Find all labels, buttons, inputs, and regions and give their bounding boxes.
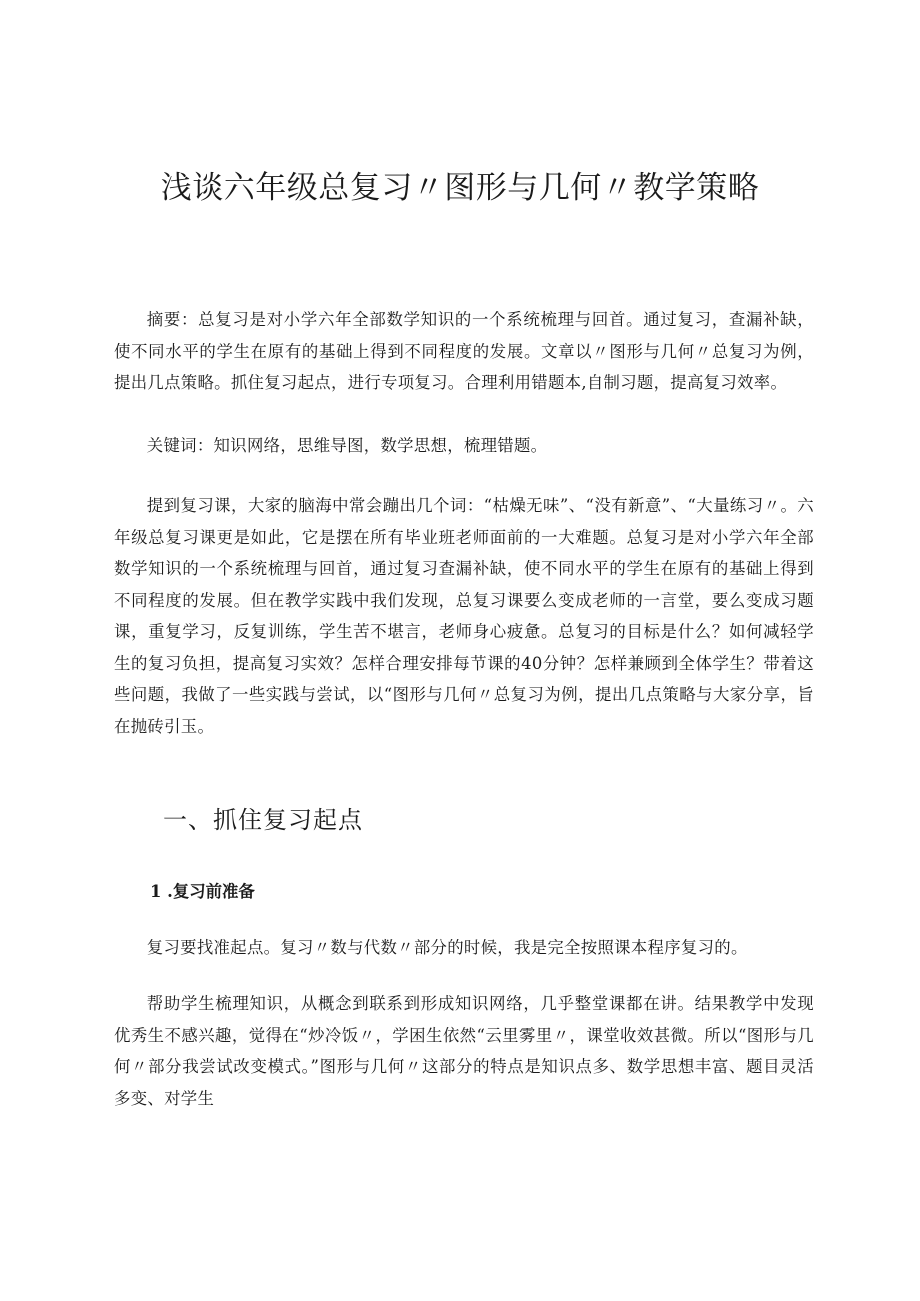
keywords-paragraph: 关键词：知识网络，思维导图，数学思想，梳理错题。: [146, 436, 548, 455]
intro-paragraph: 提到复习课，大家的脑海中常会蹦出几个词：“枯燥无味”、“没有新意”、“大量练习〃。六年级总复习课更是如此，它是摆在所有毕业班老师面前的一大难题。总复习是对小学六年全部数学知识的一个系统梳理与回首，通过复习查漏补缺，使不同水平的学生在原有的基础上得到不同程度的发展。但在教学实践中我们发现，总复习课要么变成老师的一言堂，要么变成习题课，重复学习，反复训练，学生苦不堪言，老师身心疲惫。总复习的目标是什么？如何减轻学生的复习负担，提高复习实效？怎样合理安排每节课的40分钟？怎样兼顾到全体学生？带着这些问题，我做了一些实践与尝试，以“图形与几何〃总复习为例，提出几点策略与大家分享，旨在抛砖引玉。: [114, 496, 814, 736]
subsection-heading: 1 .复习前准备: [150, 882, 255, 901]
abstract-paragraph: 摘要：总复习是对小学六年全部数学知识的一个系统梳理与回首。通过复习，查漏补缺，使不同水平的学生在原有的基础上得到不同程度的发展。文章以〃图形与几何〃总复习为例，提出几点策略。抓住复习起点，进行专项复习。合理利用错题本,自制习题，提高复习效率。: [114, 310, 814, 392]
body-paragraph: 帮助学生梳理知识，从概念到联系到形成知识网络，几乎整堂课都在讲。结果教学中发现优秀生不感兴趣，觉得在“炒冷饭〃，学困生依然“云里雾里〃，课堂收效甚微。所以“图形与几何〃部分我尝试改变模式。”图形与几何〃这部分的特点是知识点多、数学思想丰富、题目灵活多变、对学生: [114, 994, 814, 1108]
section-heading: 一、抓住复习起点: [163, 806, 363, 834]
document-title: 浅谈六年级总复习〃图形与几何〃教学策略: [160, 170, 760, 206]
body-paragraph: 复习要找准起点。复习〃数与代数〃部分的时候，我是完全按照课本程序复习的。: [146, 938, 748, 957]
